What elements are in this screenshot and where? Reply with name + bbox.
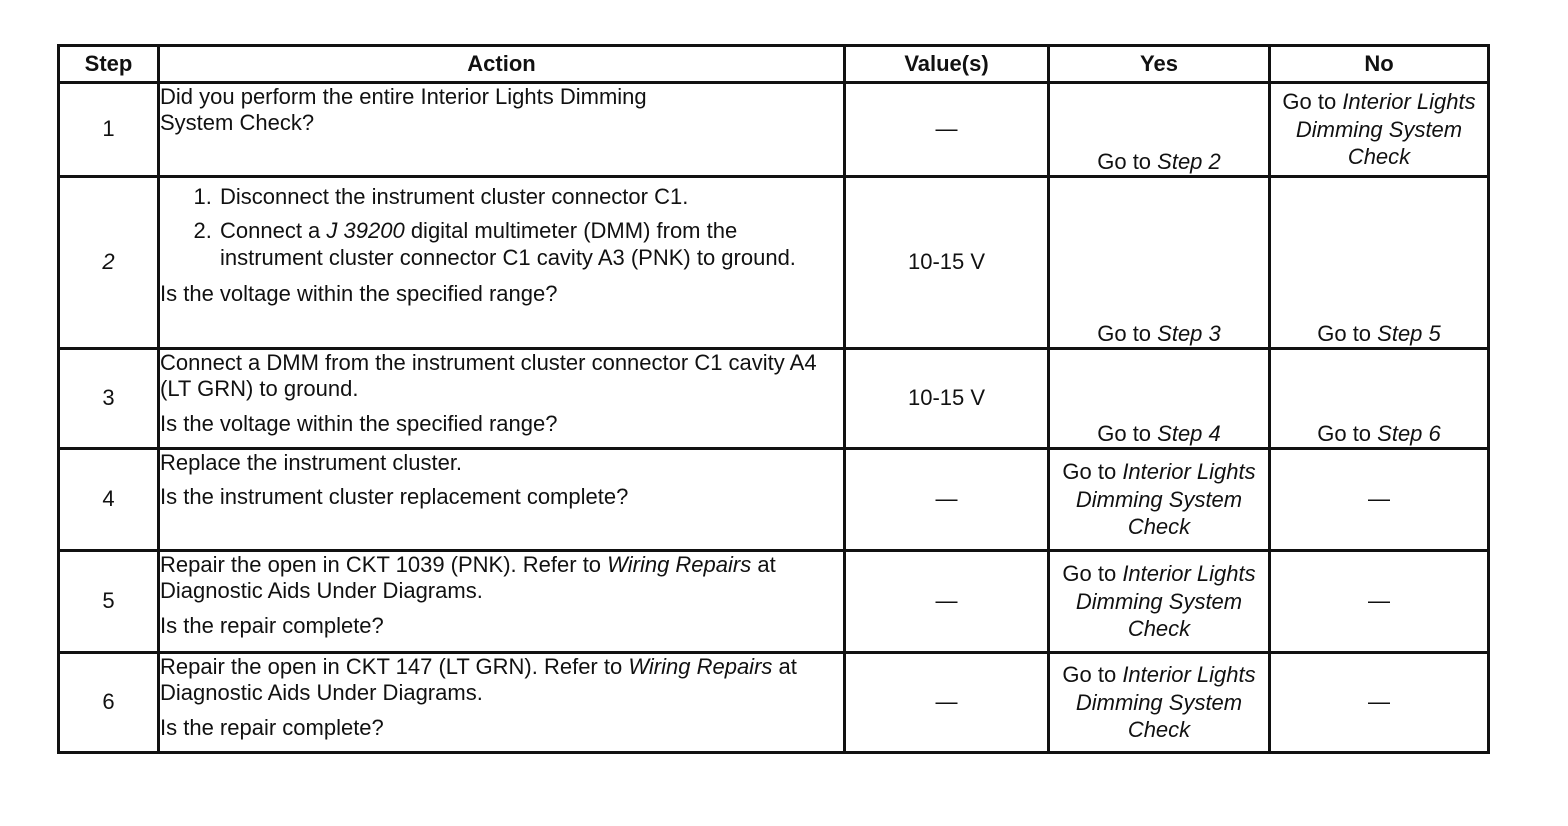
action-question: Is the repair complete? — [160, 714, 384, 740]
no-cell: — — [1270, 653, 1489, 753]
step-number: 2 — [59, 177, 159, 349]
action-cell — [159, 349, 845, 449]
action-text: Replace the instrument cluster. — [160, 450, 463, 475]
step-number: 4 — [59, 449, 159, 551]
goto-system-check-link[interactable]: Interior Lights Dimming System Check — [1075, 561, 1256, 642]
yes-cell — [1049, 653, 1270, 753]
header-yes: Yes — [1049, 46, 1270, 83]
header-action: Action — [159, 46, 845, 83]
yes-cell: Go to Step 3 — [1049, 177, 1270, 349]
tool-name: J 39200 — [326, 218, 405, 244]
goto-system-check-link[interactable]: Interior Lights Dimming System Check — [1295, 89, 1476, 169]
step-number: 3 — [59, 349, 159, 449]
wiring-repairs-link[interactable]: Wiring Repairs — [628, 654, 773, 679]
table-row — [59, 653, 1489, 753]
header-row — [59, 46, 1489, 83]
yes-cell: Go to Step 4 — [1049, 349, 1270, 449]
action-text: Connect a DMM from the instrument cluster connector C1 cavity A4 (LT GRN) to ground. — [160, 350, 817, 402]
action-question: Is the repair complete? — [160, 612, 384, 638]
list-item: 2. Connect a J 39200 digital multimeter (DMM) from the instrument cluster connector C1 cavity A3 (PNK) to ground. — [218, 218, 843, 271]
no-cell: — — [1270, 449, 1489, 551]
goto-system-check-link[interactable]: Interior Lights Dimming System Check — [1075, 459, 1256, 540]
goto-block: Go to Interior Lights Dimming System Check — [1062, 561, 1256, 642]
action-cell — [159, 551, 845, 653]
action-cell — [159, 449, 845, 551]
step-number: 1 — [59, 83, 159, 177]
value-cell: — — [845, 551, 1049, 653]
no-cell: Go to Step 5 — [1270, 177, 1489, 349]
list-item: 1. Disconnect the instrument cluster connector C1. — [218, 184, 843, 210]
wiring-repairs-link[interactable]: Wiring Repairs — [607, 552, 752, 577]
step-number: 5 — [59, 551, 159, 653]
action-question: Is the voltage within the specified range? — [160, 410, 558, 436]
action-text: Repair the open in CKT 147 (LT GRN). Refer to Wiring Repairs at Diagnostic Aids Under Diagrams. — [160, 654, 797, 706]
table-row — [59, 177, 1489, 349]
header-no: No — [1270, 46, 1489, 83]
goto-step-2-link[interactable]: Step 2 — [1157, 148, 1221, 174]
value-cell: 10-15 V — [845, 349, 1049, 449]
diagnostic-table — [57, 44, 1490, 754]
goto-step-5-link[interactable]: Step 5 — [1377, 320, 1441, 346]
no-cell — [1270, 83, 1489, 177]
table-row — [59, 349, 1489, 449]
yes-cell — [1049, 551, 1270, 653]
goto-block: Go to Interior Lights Dimming System Check — [1282, 89, 1476, 169]
header-step: Step — [59, 46, 159, 83]
table-row — [59, 449, 1489, 551]
action-cell — [159, 83, 845, 177]
value-cell: 10-15 V — [845, 177, 1049, 349]
header-values: Value(s) — [845, 46, 1049, 83]
goto-system-check-link[interactable]: Interior Lights Dimming System Check — [1075, 662, 1256, 743]
value-cell: — — [845, 83, 1049, 177]
yes-cell — [1049, 449, 1270, 551]
action-text: Did you perform the entire Interior Lights Dimming System Check? — [160, 84, 647, 136]
goto-step-4-link[interactable]: Step 4 — [1157, 420, 1221, 446]
no-cell: Go to Step 6 — [1270, 349, 1489, 449]
value-cell: — — [845, 653, 1049, 753]
action-question: Is the instrument cluster replacement complete? — [160, 484, 629, 510]
no-cell: — — [1270, 551, 1489, 653]
goto-block: Go to Interior Lights Dimming System Check — [1062, 459, 1256, 540]
action-steps-list — [160, 184, 843, 271]
step-number: 6 — [59, 653, 159, 753]
action-cell — [159, 653, 845, 753]
goto-step-3-link[interactable]: Step 3 — [1157, 320, 1221, 346]
action-cell — [159, 177, 845, 349]
table-row — [59, 551, 1489, 653]
goto-block: Go to Interior Lights Dimming System Check — [1062, 662, 1256, 743]
value-cell: — — [845, 449, 1049, 551]
table-row — [59, 83, 1489, 177]
goto-step-6-link[interactable]: Step 6 — [1377, 420, 1441, 446]
yes-cell: Go to Step 2 — [1049, 83, 1270, 177]
action-question: Is the voltage within the specified range? — [160, 281, 558, 307]
action-text: Repair the open in CKT 1039 (PNK). Refer to Wiring Repairs at Diagnostic Aids Under Diagrams. — [160, 552, 776, 604]
